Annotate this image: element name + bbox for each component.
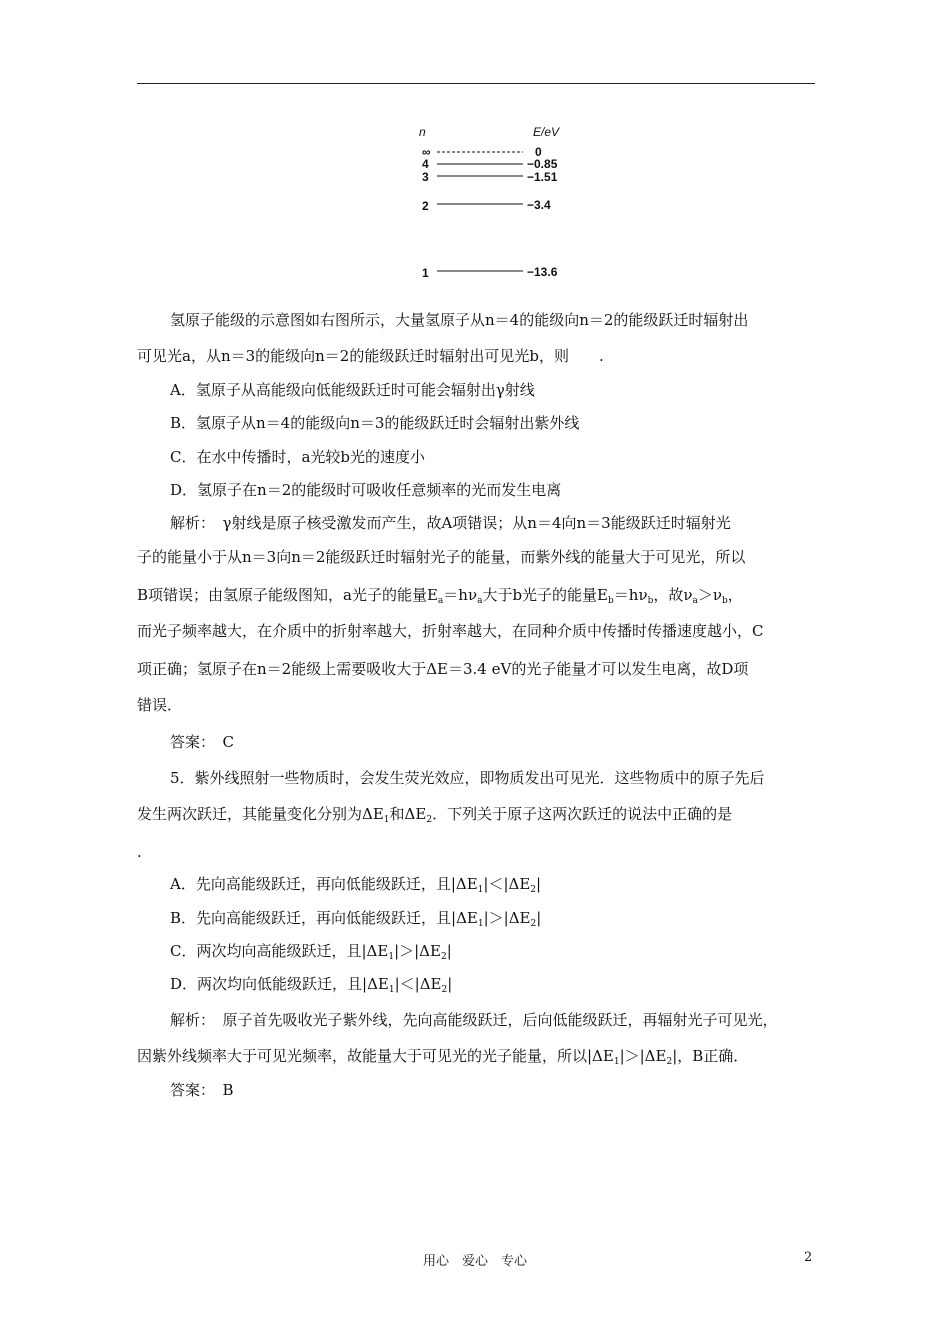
level-n-inf: ∞ [422,145,431,159]
q4-option-b: B．氢原子从n＝4的能级向n＝3的能级跃迁时会辐射出紫外线 [170,414,580,432]
footer-motto: 用心 爱心 专心 [422,1254,527,1269]
q4-option-a: A．氢原子从高能级向低能级跃迁时可能会辐射出γ射线 [170,381,535,399]
q5-explanation-line-1: 解析： 原子首先吸收光子紫外线，先向高能级跃迁，后向低能级跃迁，再辐射光子可见光， [170,1011,778,1029]
level-e-3: −1.51 [527,170,558,184]
q4-explanation-line-1: 解析： γ射线是原子核受激发而产生，故A项错误；从n＝4向n＝3能级跃迁时辐射光 [170,514,731,532]
energy-level-diagram [405,120,605,290]
q4-explanation-line-5: 项正确；氢原子在n＝2能级上需要吸收大于ΔE＝3.4 eV的光子能量才可以发生电离，故D项 [137,660,749,678]
q5-option-c: C．两次均向高能级跃迁，且$|\Delta E_1|>|\Delta E_2|$ [170,942,452,962]
page-number: 2 [804,1250,813,1265]
energy-axis-label: E/eV [533,125,560,139]
level-n-1: 1 [422,266,429,280]
q4-stem-line-1: 氢原子能级的示意图如右图所示，大量氢原子从n＝4的能级向n＝2的能级跃迁时辐射出 [170,311,749,329]
level-n-4: 4 [422,157,429,171]
level-e-inf: 0 [535,145,542,159]
q5-stem-line-2: 发生两次跃迁，其能量变化分别为$\Delta E_1$和$\Delta E_2$．下列关于原子这两次跃迁的说法中正确的是 [137,805,733,825]
q5-option-d: D．两次均向低能级跃迁，且$|\Delta E_1|<|\Delta E_2|$ [170,975,453,995]
q4-option-c: C．在水中传播时，a光较b光的速度小 [170,448,426,466]
q5-stem-line-3: . [137,843,142,861]
q5-explanation-line-2: 因紫外线频率大于可见光频率，故能量大于可见光的光子能量，所以$|\Delta E_1|>|\Delta E_2|$，B正确． [137,1047,749,1067]
q4-answer: 答案： C [170,733,234,751]
n-axis-label: n [419,125,426,139]
q4-explanation-line-3: B项错误；由氢原子能级图知，a光子的能量$E_a=h\nu_a$大于b光子的能量$E_b=h\nu_b$，故$\nu_a>\nu_b$， [137,586,743,606]
q4-option-d: D．氢原子在n＝2的能级时可吸收任意频率的光而发生电离 [170,481,562,499]
q5-option-b: B．先向高能级跃迁，再向低能级跃迁，且$|\Delta E_1|>|\Delta E_2|$ [170,909,542,929]
header-rule [137,83,815,84]
q5-stem-line-1: 5．紫外线照射一些物质时，会发生荧光效应，即物质发出可见光．这些物质中的原子先后 [170,769,765,787]
q5-option-a: A．先向高能级跃迁，再向低能级跃迁，且$|\Delta E_1|<|\Delta E_2|$ [170,875,542,895]
level-e-4: −0.85 [527,157,558,171]
level-n-3: 3 [422,170,429,184]
level-e-1: −13.6 [527,265,558,279]
q4-stem-line-2: 可见光a，从n＝3的能级向n＝2的能级跃迁时辐射出可见光b，则 . [137,347,604,365]
level-e-2: −3.4 [527,198,551,212]
q4-explanation-line-4: 而光子频率越大，在介质中的折射率越大，折射率越大，在同种介质中传播时传播速度越小，C [137,622,764,640]
level-n-2: 2 [422,199,429,213]
q4-explanation-line-2: 子的能量小于从n＝3向n＝2能级跃迁时辐射光子的能量，而紫外线的能量大于可见光，所以 [137,548,746,566]
q4-explanation-line-6: 错误． [137,696,183,714]
q5-answer: 答案： B [170,1081,234,1099]
